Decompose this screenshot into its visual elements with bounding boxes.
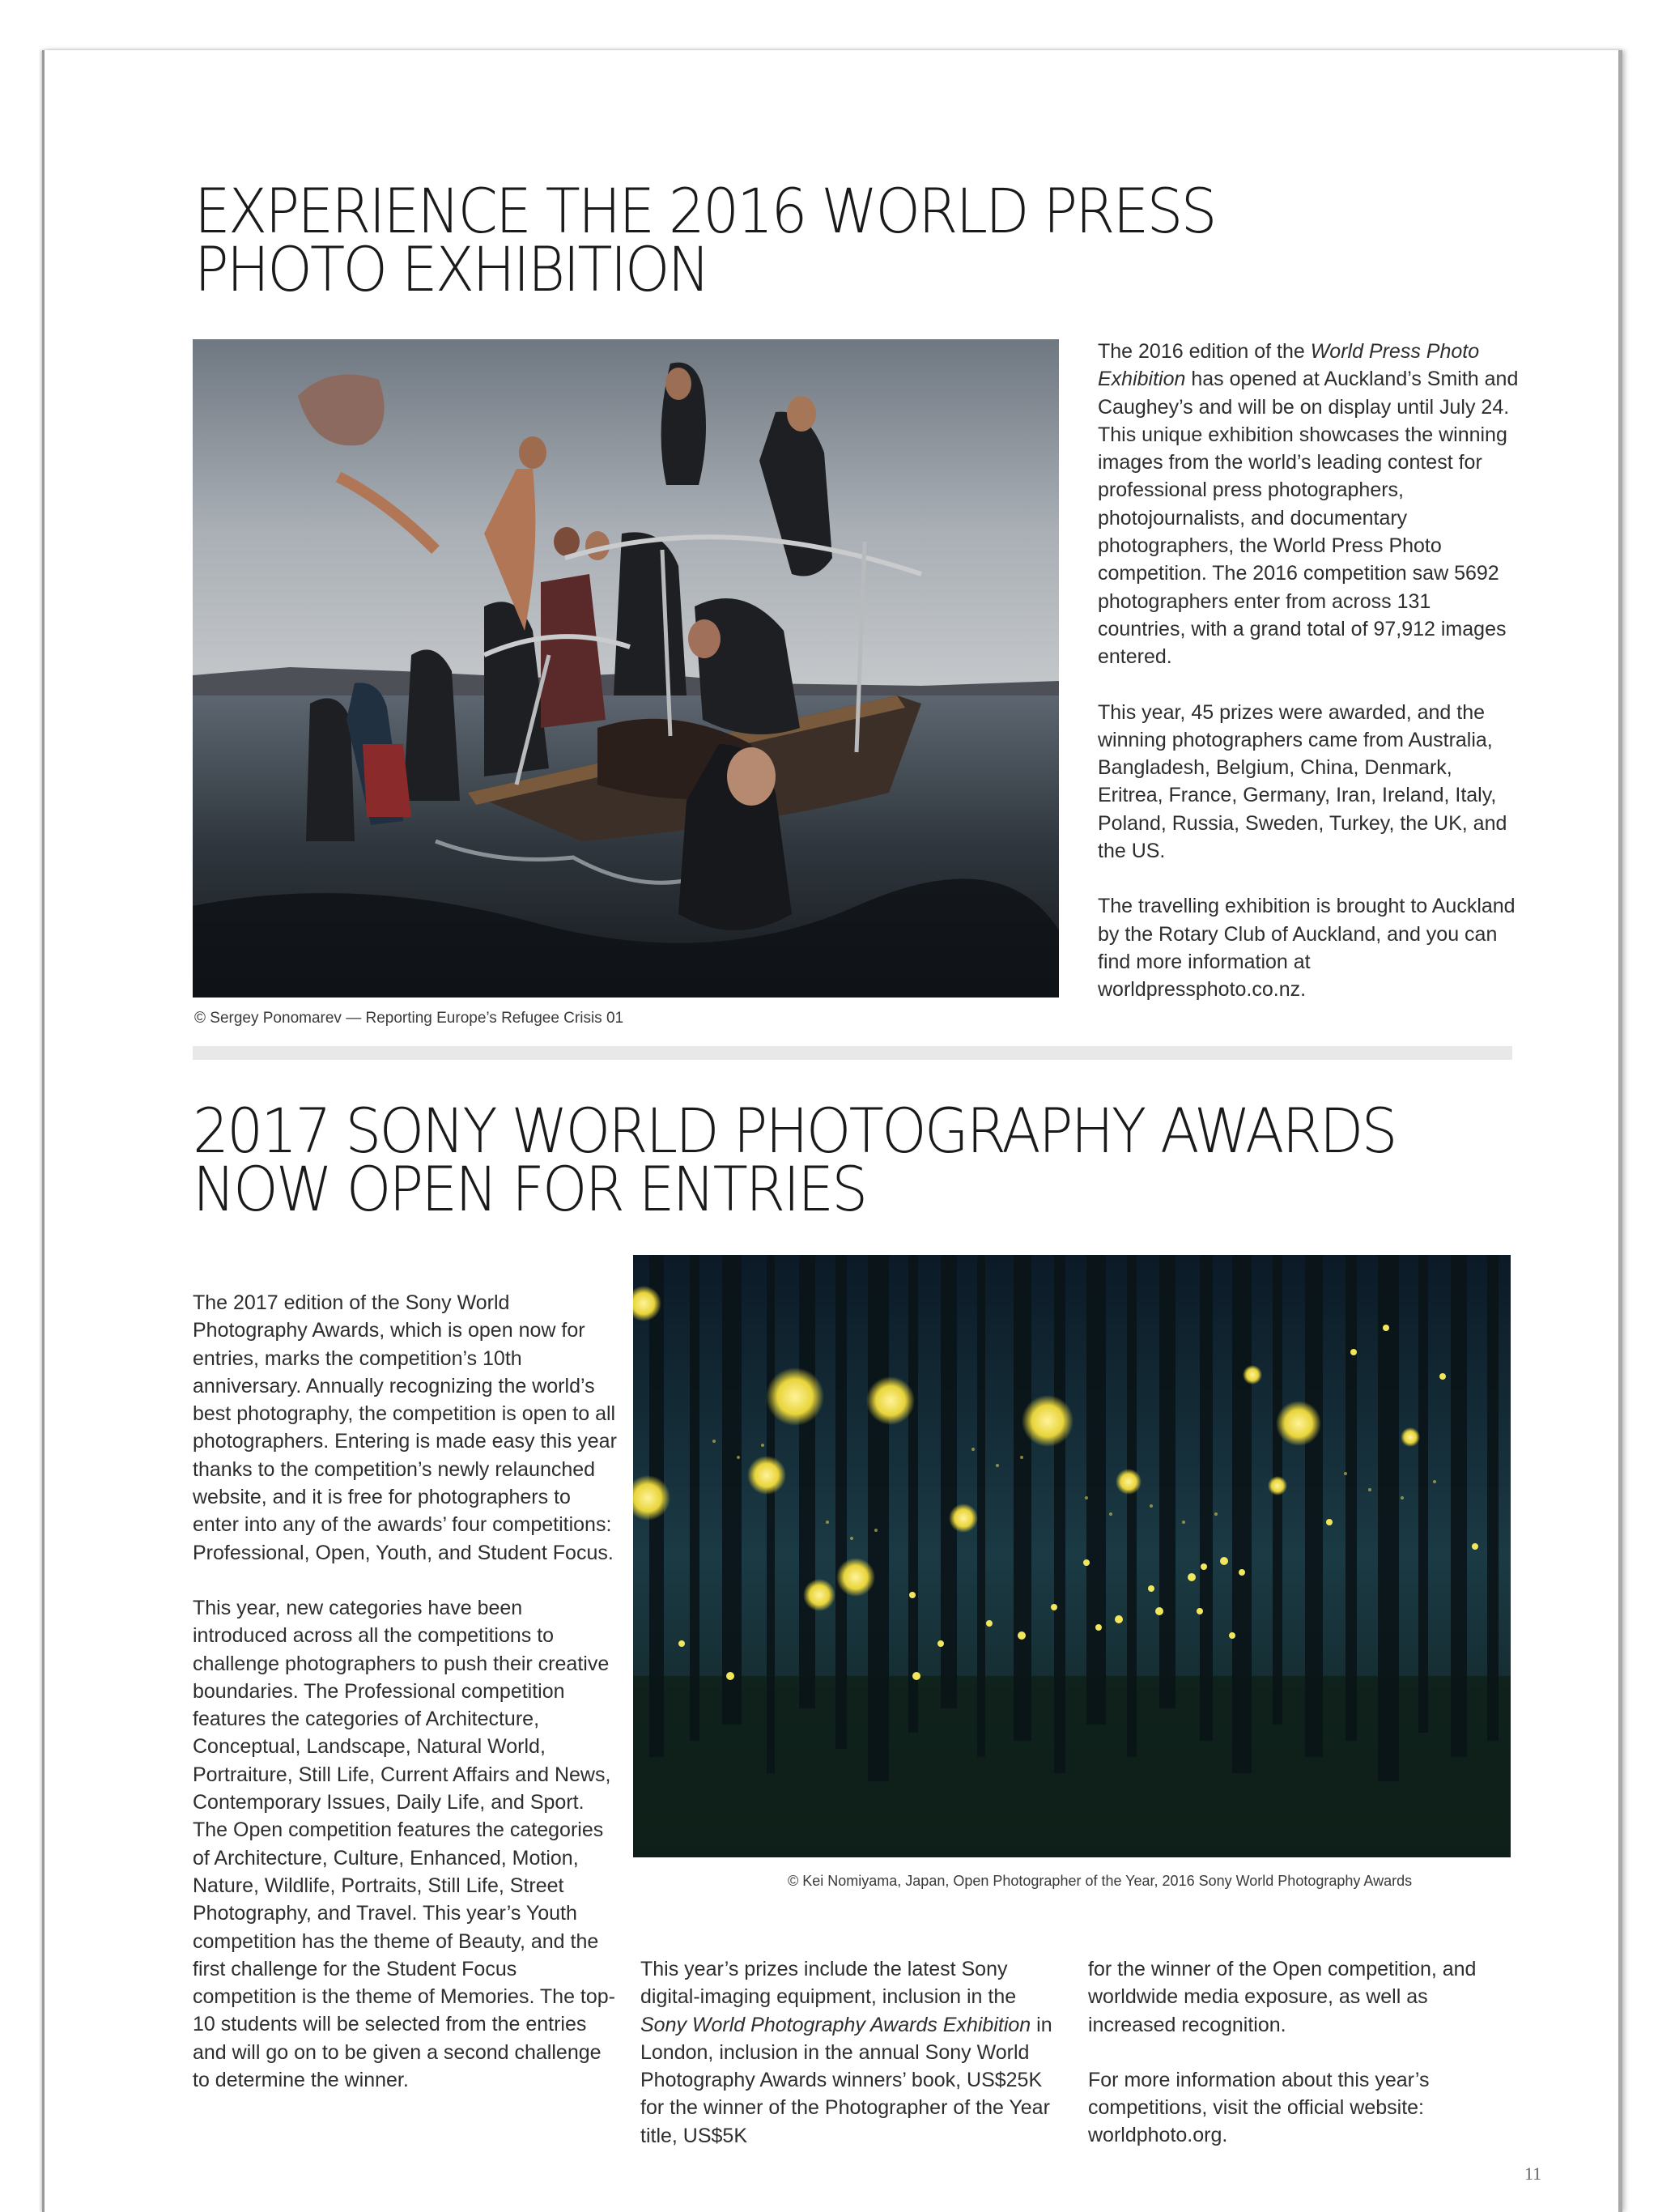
refugee-boat-photo — [193, 339, 1059, 998]
article2-middle-column — [640, 1955, 1053, 2150]
exhibition-name: Sony World Photography Awards Exhibition — [640, 2013, 1031, 2036]
article1-headline — [194, 175, 1215, 305]
exhibition-name: World Press Photo Exhibition — [1098, 340, 1480, 391]
paragraph-text: in London, inclusion in the annual Sony World Photography Awards winners’ book, US$25K for the winner of the Photographer of the Year title, US$5K — [640, 2013, 1052, 2147]
article2-left-column — [193, 1289, 618, 2094]
headline-line: 2017 SONY WORLD PHOTOGRAPHY AWARDS — [193, 1095, 1396, 1167]
article1-paragraph — [1098, 338, 1519, 671]
article2-headline — [193, 1095, 1396, 1225]
paragraph-text: This year, new categories have been introduced across all the competitions to challenge photographers to push their creative boundaries. The Professional competition features the categories of Architecture, Conceptual, Landscape, Natural World, Portraiture, Still Life, Current Affairs and News, Contemporary Issues, Daily Life, and Sport. The Open competition features the categories of Architecture, Culture, Enhanced, Motion, Nature, Wildlife, Portraits, Still Life, Street Photography, and Travel. This year’s Youth competition has the theme of Beauty, and the first challenge for the Student Focus competition is the theme of Memories. The top-10 students will be selected from the entries and will go on to be given a second challenge to determine the winner. — [193, 1596, 615, 2092]
article1-paragraph — [1098, 892, 1519, 1003]
paragraph-text: The 2016 edition of the — [1098, 340, 1311, 363]
paragraph-text: This year’s prizes include the latest Sony digital-imaging equipment, inclusion in the — [640, 1958, 1017, 2009]
article1-body — [1098, 338, 1519, 1004]
page-number: 11 — [1524, 2163, 1542, 2184]
paragraph-text: The travelling exhibition is brought to Auckland by the Rotary Club of Auckland, and you can find more information at worldpressphoto.co.nz. — [1098, 895, 1516, 1002]
headline-line: EXPERIENCE THE 2016 WORLD PRESS — [194, 175, 1215, 247]
article2-paragraph — [1088, 2066, 1509, 2150]
article2-paragraph — [193, 1289, 618, 1567]
headline-line: PHOTO EXHIBITION — [194, 233, 708, 305]
paragraph-text: The 2017 edition of the Sony World Photography Awards, which is open now for entries, marks the competition’s 10th anniversary. Annually recognizing the world’s best photography, the competition is open to all photographers. Entering is made easy this year thanks to the competition’s newly relaunched website, and it is free for photographers to enter into any of the awards’ four competitions: Professional, Open, Youth, and Student Focus. — [193, 1291, 617, 1564]
paragraph-text: For more information about this year’s competitions, visit the official website: worldphoto.org. — [1088, 2068, 1430, 2147]
paragraph-text: has opened at Auckland’s Smith and Caughey’s and will be on display until July 24. This unique exhibition showcases the winning images from the world’s leading contest for professional press photographers, photojournalists, and documentary photographers, the World Press Photo competition. The 2016 competition saw 5692 photographers enter from across 131 countries, with a grand total of 97,912 images entered. — [1098, 368, 1519, 669]
article2-paragraph — [640, 1955, 1053, 2150]
article2-right-column — [1088, 1955, 1509, 2150]
firefly-forest-photo — [633, 1255, 1511, 1857]
article2-photo-caption: © Kei Nomiyama, Japan, Open Photographer of the Year, 2016 Sony World Photography Awards — [788, 1873, 1413, 1889]
paragraph-text: This year, 45 prizes were awarded, and the winning photographers came from Australia, Bangladesh, Belgium, China, Denmark, Eritrea, France, Germany, Iran, Ireland, Italy, Poland, Russia, Sweden, Turkey, the UK, and the US. — [1098, 700, 1507, 863]
article1-paragraph — [1098, 699, 1519, 866]
headline-line: NOW OPEN FOR ENTRIES — [193, 1153, 866, 1225]
paragraph-text: for the winner of the Open competition, and worldwide media exposure, as well as increased recognition. — [1088, 1958, 1477, 2036]
article1-photo-caption: © Sergey Ponomarev — Reporting Europe’s Refugee Crisis 01 — [194, 1010, 624, 1027]
article2-paragraph — [193, 1594, 618, 2094]
section-divider — [193, 1046, 1512, 1060]
magazine-page — [42, 50, 1622, 2212]
article2-paragraph — [1088, 1955, 1509, 2039]
